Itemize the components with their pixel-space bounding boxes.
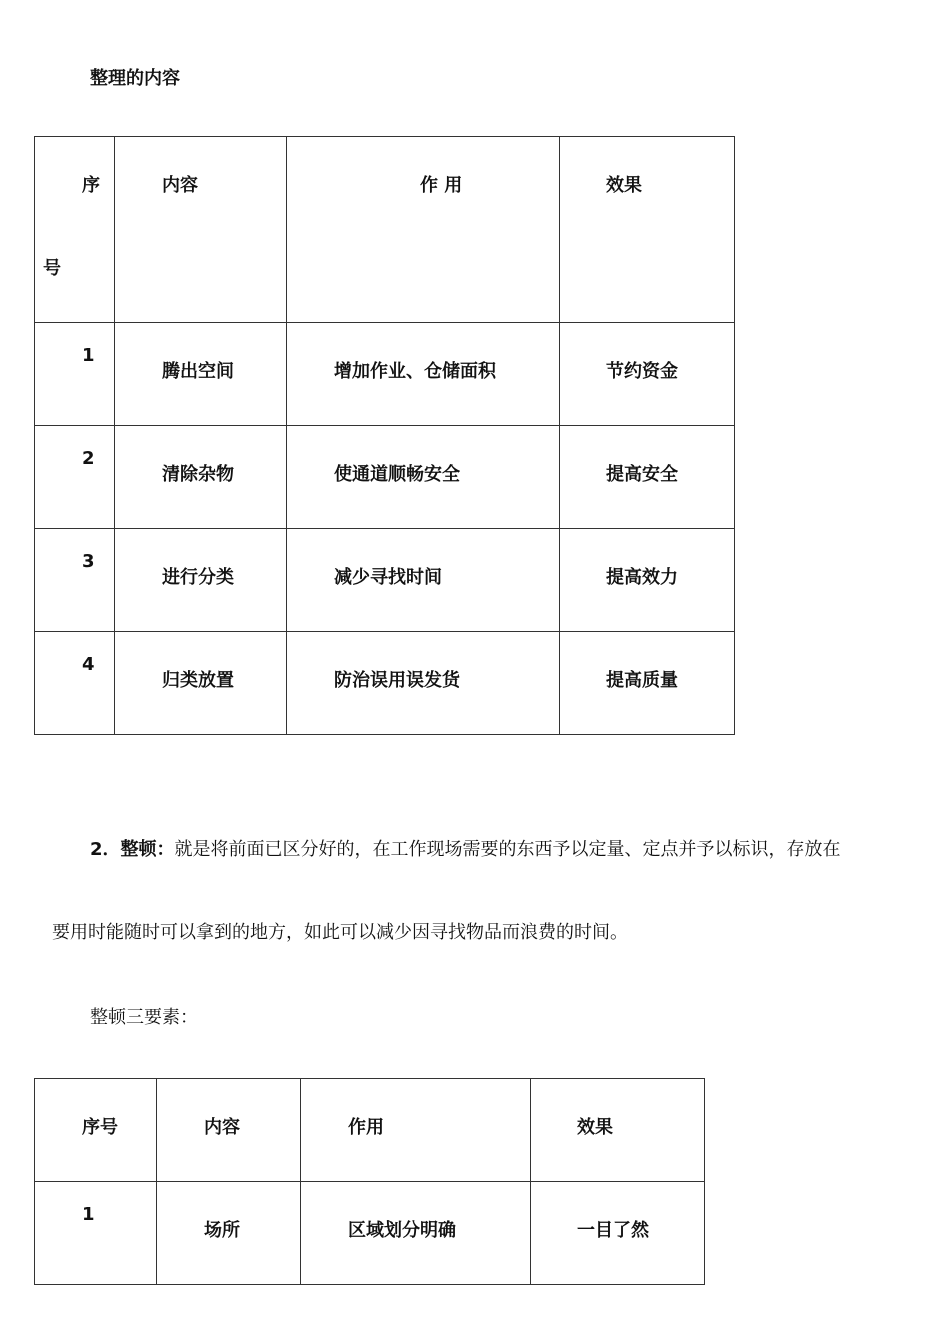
table-header-row: 序号 内容 作用 效果 [35,1079,705,1182]
definition-paragraph-line2: 要用时能随时可以拿到的地方，如此可以减少因寻找物品而浪费的时间。 [52,922,628,943]
definition-paragraph-line1 [90,838,841,862]
term-label: 整顿： [120,839,175,860]
header-cell-no [35,137,115,323]
header-no-line1: 序 [82,175,100,196]
header-cell-effect: 作 用 [287,137,560,323]
subheading: 整顿三要素： [90,1007,198,1028]
definition-text: 就是将前面已区分好的，在工作现场需要的东西予以定量、定点并予以标识，存放在 [174,839,841,860]
header-cell-content: 内容 [115,137,287,323]
section-number: 2． [90,839,121,860]
table-header-row [35,137,735,323]
table-row: 2 清除杂物 使通道顺畅安全 提高安全 [35,426,735,529]
header-cell-result: 效果 [560,137,735,323]
arrangement-table [34,136,735,735]
table-row: 1 腾出空间 增加作业、仓储面积 节约资金 [35,323,735,426]
table-row: 4 归类放置 防治误用误发货 提高质量 [35,632,735,735]
header-no-line2: 号 [43,258,61,279]
table-row: 1 场所 区域划分明确 一目了然 [35,1182,705,1285]
tidy-elements-table [34,1078,705,1285]
section-heading: 整理的内容 [90,68,180,89]
table-row: 3 进行分类 减少寻找时间 提高效力 [35,529,735,632]
